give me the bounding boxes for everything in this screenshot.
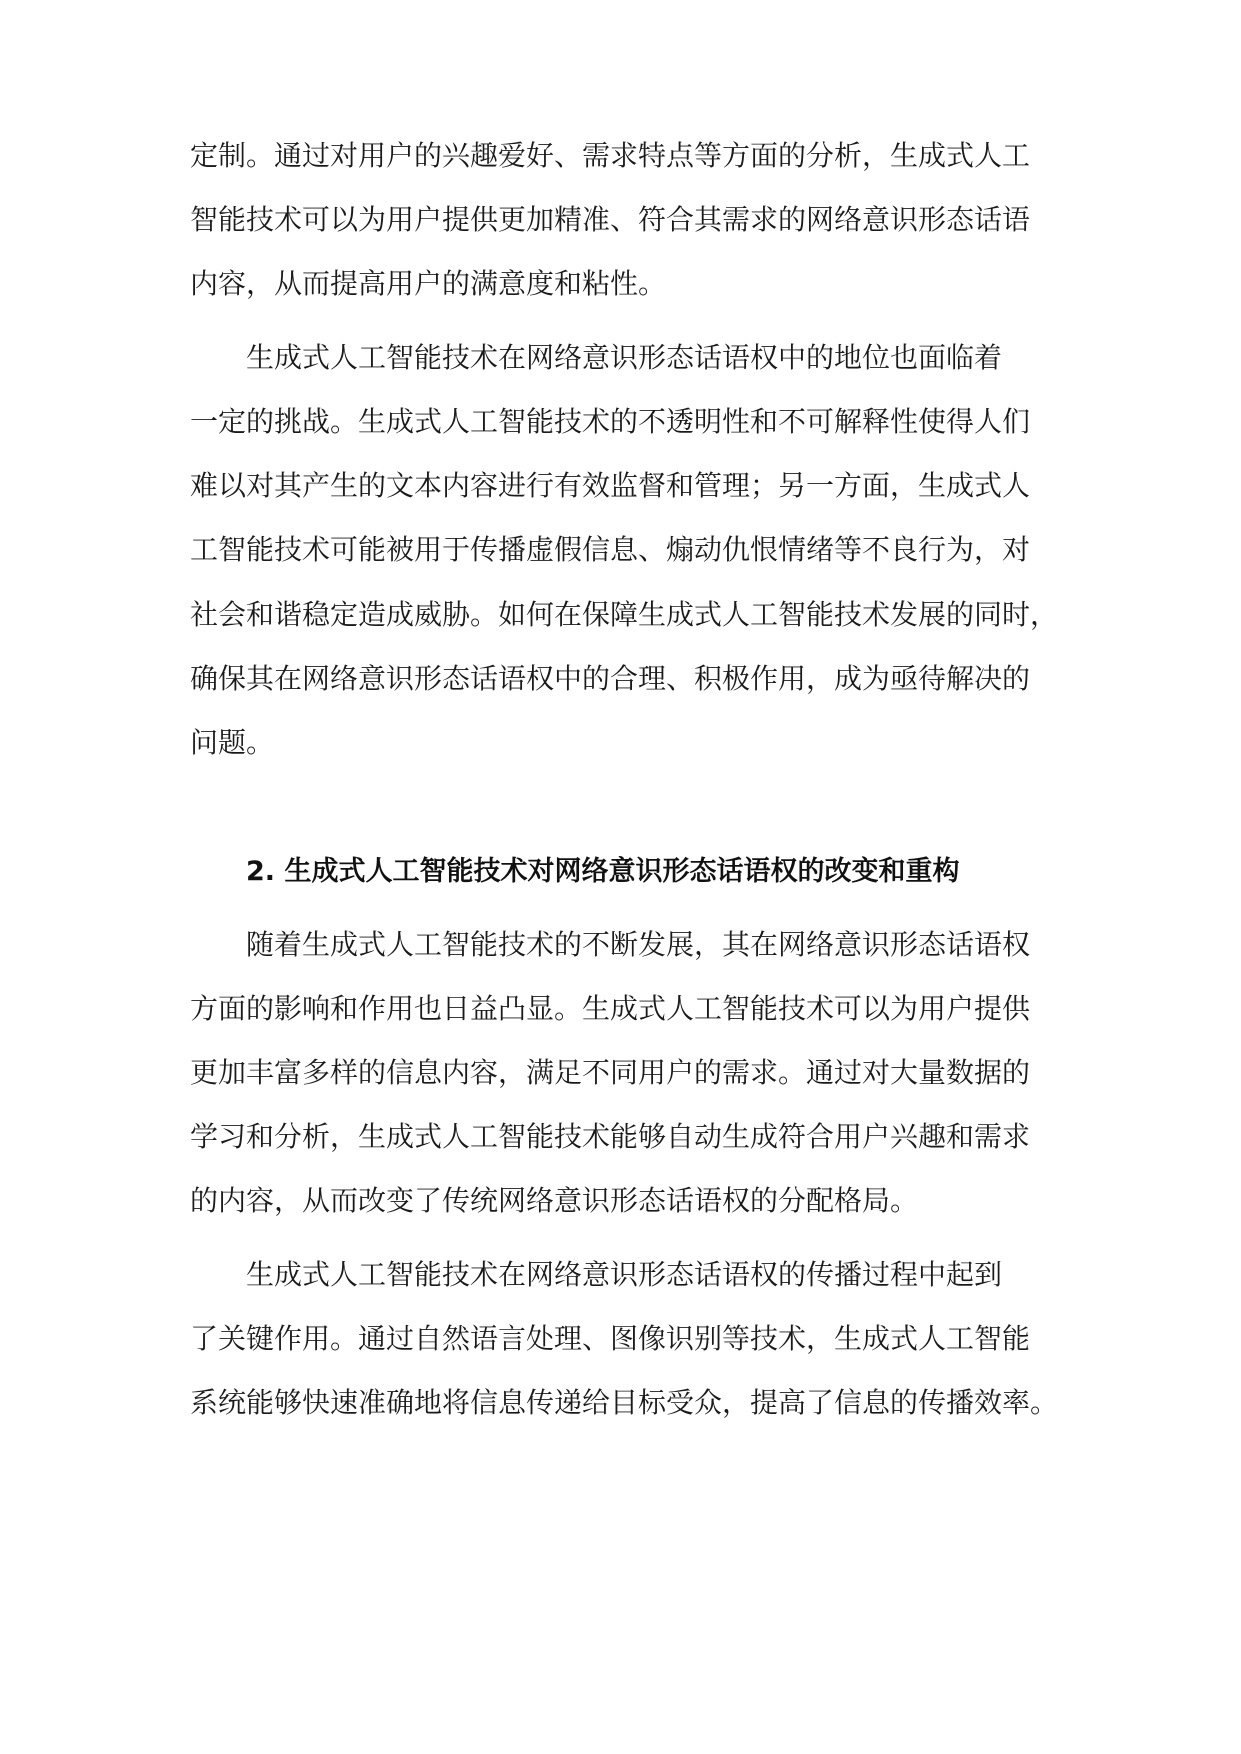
paragraph-4-line-3: 系统能够快速准确地将信息传递给目标受众，提高了信息的传播效率。 (190, 1386, 1059, 1419)
paragraph-1-line-3: 内容，从而提高用户的满意度和粘性。 (190, 267, 667, 300)
paragraph-3-line-3: 更加丰富多样的信息内容，满足不同用户的需求。通过对大量数据的 (190, 1056, 1031, 1089)
paragraph-3-line-5: 的内容，从而改变了传统网络意识形态话语权的分配格局。 (190, 1184, 919, 1217)
paragraph-2-line-4: 工智能技术可能被用于传播虚假信息、煽动仇恨情绪等不良行为，对 (190, 533, 1031, 566)
paragraph-3-line-4: 学习和分析，生成式人工智能技术能够自动生成符合用户兴趣和需求 (190, 1120, 1031, 1153)
paragraph-3-line-1: 随着生成式人工智能技术的不断发展，其在网络意识形态话语权 (246, 928, 1031, 961)
paragraph-3-line-2: 方面的影响和作用也日益凸显。生成式人工智能技术可以为用户提供 (190, 992, 1031, 1025)
paragraph-1-line-2: 智能技术可以为用户提供更加精准、符合其需求的网络意识形态话语 (190, 203, 1031, 236)
paragraph-2-line-2: 一定的挑战。生成式人工智能技术的不透明性和不可解释性使得人们 (190, 405, 1031, 438)
paragraph-2-line-7: 问题。 (190, 726, 275, 759)
paragraph-2-line-1: 生成式人工智能技术在网络意识形态话语权中的地位也面临着 (246, 341, 1003, 374)
paragraph-1-line-1: 定制。通过对用户的兴趣爱好、需求特点等方面的分析，生成式人工 (190, 139, 1031, 172)
paragraph-2-line-3: 难以对其产生的文本内容进行有效监督和管理；另一方面，生成式人 (190, 469, 1031, 502)
paragraph-2-line-5: 社会和谐稳定造成威胁。如何在保障生成式人工智能技术发展的同时， (190, 598, 1059, 631)
paragraph-4-line-1: 生成式人工智能技术在网络意识形态话语权的传播过程中起到 (246, 1258, 1003, 1291)
paragraph-4-line-2: 了关键作用。通过自然语言处理、图像识别等技术，生成式人工智能 (190, 1322, 1031, 1355)
section-heading: 2. 生成式人工智能技术对网络意识形态话语权的改变和重构 (246, 856, 960, 887)
paragraph-2-line-6: 确保其在网络意识形态话语权中的合理、积极作用，成为亟待解决的 (190, 662, 1031, 695)
